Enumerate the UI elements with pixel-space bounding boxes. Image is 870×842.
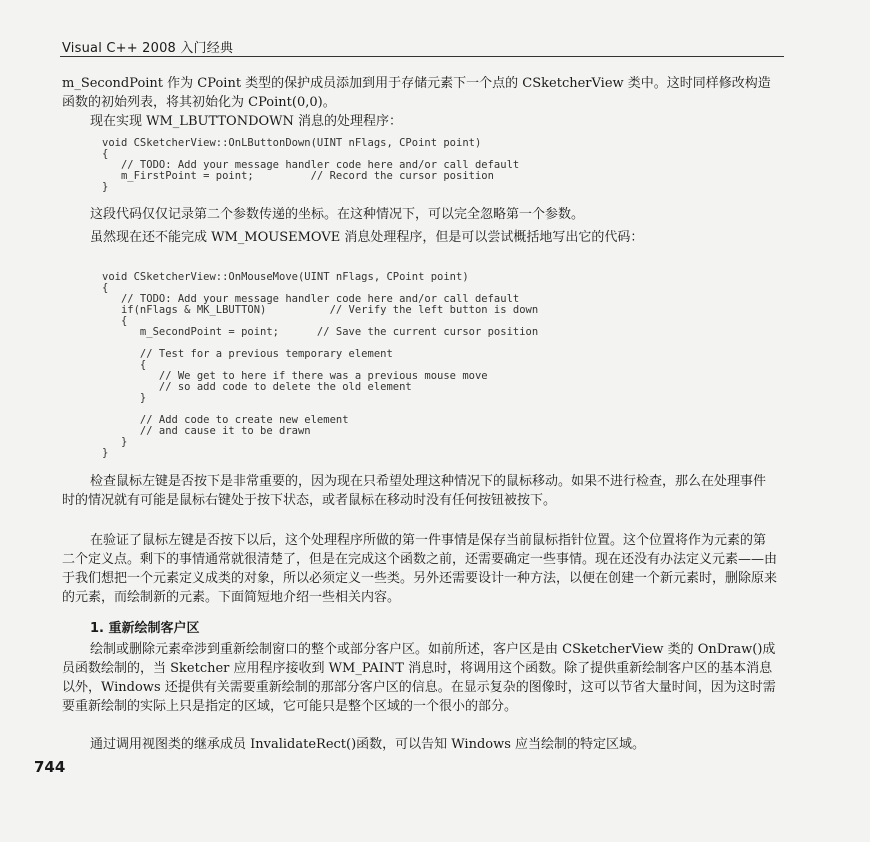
paragraph-3: 这段代码仅仅记录第二个参数传递的坐标。在这种情况下，可以完全忽略第一个参数。 xyxy=(90,207,585,222)
section-heading: 1. 重新绘制客户区 xyxy=(90,621,200,636)
paragraph-4: 虽然现在还不能完成 WM_MOUSEMOVE 消息处理程序，但是可以尝试概括地写出它的代码： xyxy=(90,230,644,245)
paragraph-7: 绘制或删除元素牵涉到重新绘制窗口的整个或部分客户区。如前所述，客户区是由 CSketcherView 类的 OnDraw()成员函数绘制的，当 Sketcher 应用程序接收到 WM_PAINT 消息时，将调用这个函数。除了提供重新绘制客户区的基本消息以外，Windows 还提供有关需要重新绘制的那部分客户区的信息。在显示复杂的图像时，这可以节省大量时间，因为这时需要重新绘制的实际上只是指定的区域，它可能只是整个区域的一个很小的部分。 xyxy=(62,642,776,714)
code-block-lbuttondown: void CSketcherView::OnLButtonDown(UINT nFlags, CPoint point) { // TODO: Add your message handler code here and/or call default m_FirstPoint = point; // Record the cursor position } xyxy=(102,137,520,193)
paragraph-1: m_SecondPoint 作为 CPoint 类型的保护成员添加到用于存储元素下一个点的 CSketcherView 类中。这时同样修改构造函数的初始列表，将其初始化为 CPoint(0,0)。 xyxy=(62,76,771,110)
running-header: Visual C++ 2008 入门经典 xyxy=(62,41,234,56)
paragraph-5: 检查鼠标左键是否按下是非常重要的，因为现在只希望处理这种情况下的鼠标移动。如果不进行检查，那么在处理事件时的情况就有可能是鼠标右键处于按下状态，或者鼠标在移动时没有任何按钮被按下。 xyxy=(62,474,767,508)
code-block-mousemove: void CSketcherView::OnMouseMove(UINT nFlags, CPoint point) { // TODO: Add your message handler code here and/or call default if(nFlags & MK_LBUTTON) // Verify the left button is down { m_SecondPoint = point; // Save the current cursor position // Test for a previous temporary element { // We get to here if there was a previous mouse move // so add code to delete the old element } // Add code to create new element // and cause it to be drawn } } xyxy=(102,271,539,459)
page-number: 744 xyxy=(34,758,66,776)
header-rule xyxy=(60,56,784,57)
paragraph-2: 现在实现 WM_LBUTTONDOWN 消息的处理程序： xyxy=(90,114,403,129)
paragraph-8: 通过调用视图类的继承成员 InvalidateRect()函数，可以告知 Windows 应当绘制的特定区域。 xyxy=(90,737,646,752)
paragraph-6: 在验证了鼠标左键是否按下以后，这个处理程序所做的第一件事情是保存当前鼠标指针位置。这个位置将作为元素的第二个定义点。剩下的事情通常就很清楚了，但是在完成这个函数之前，还需要确定一些事情。现在还没有办法定义元素——由于我们想把一个元素定义成类的对象，所以必须定义一些类。另外还需要设计一种方法，以便在创建一个新元素时，删除原来的元素，而绘制新的元素。下面简短地介绍一些相关内容。 xyxy=(62,533,778,605)
